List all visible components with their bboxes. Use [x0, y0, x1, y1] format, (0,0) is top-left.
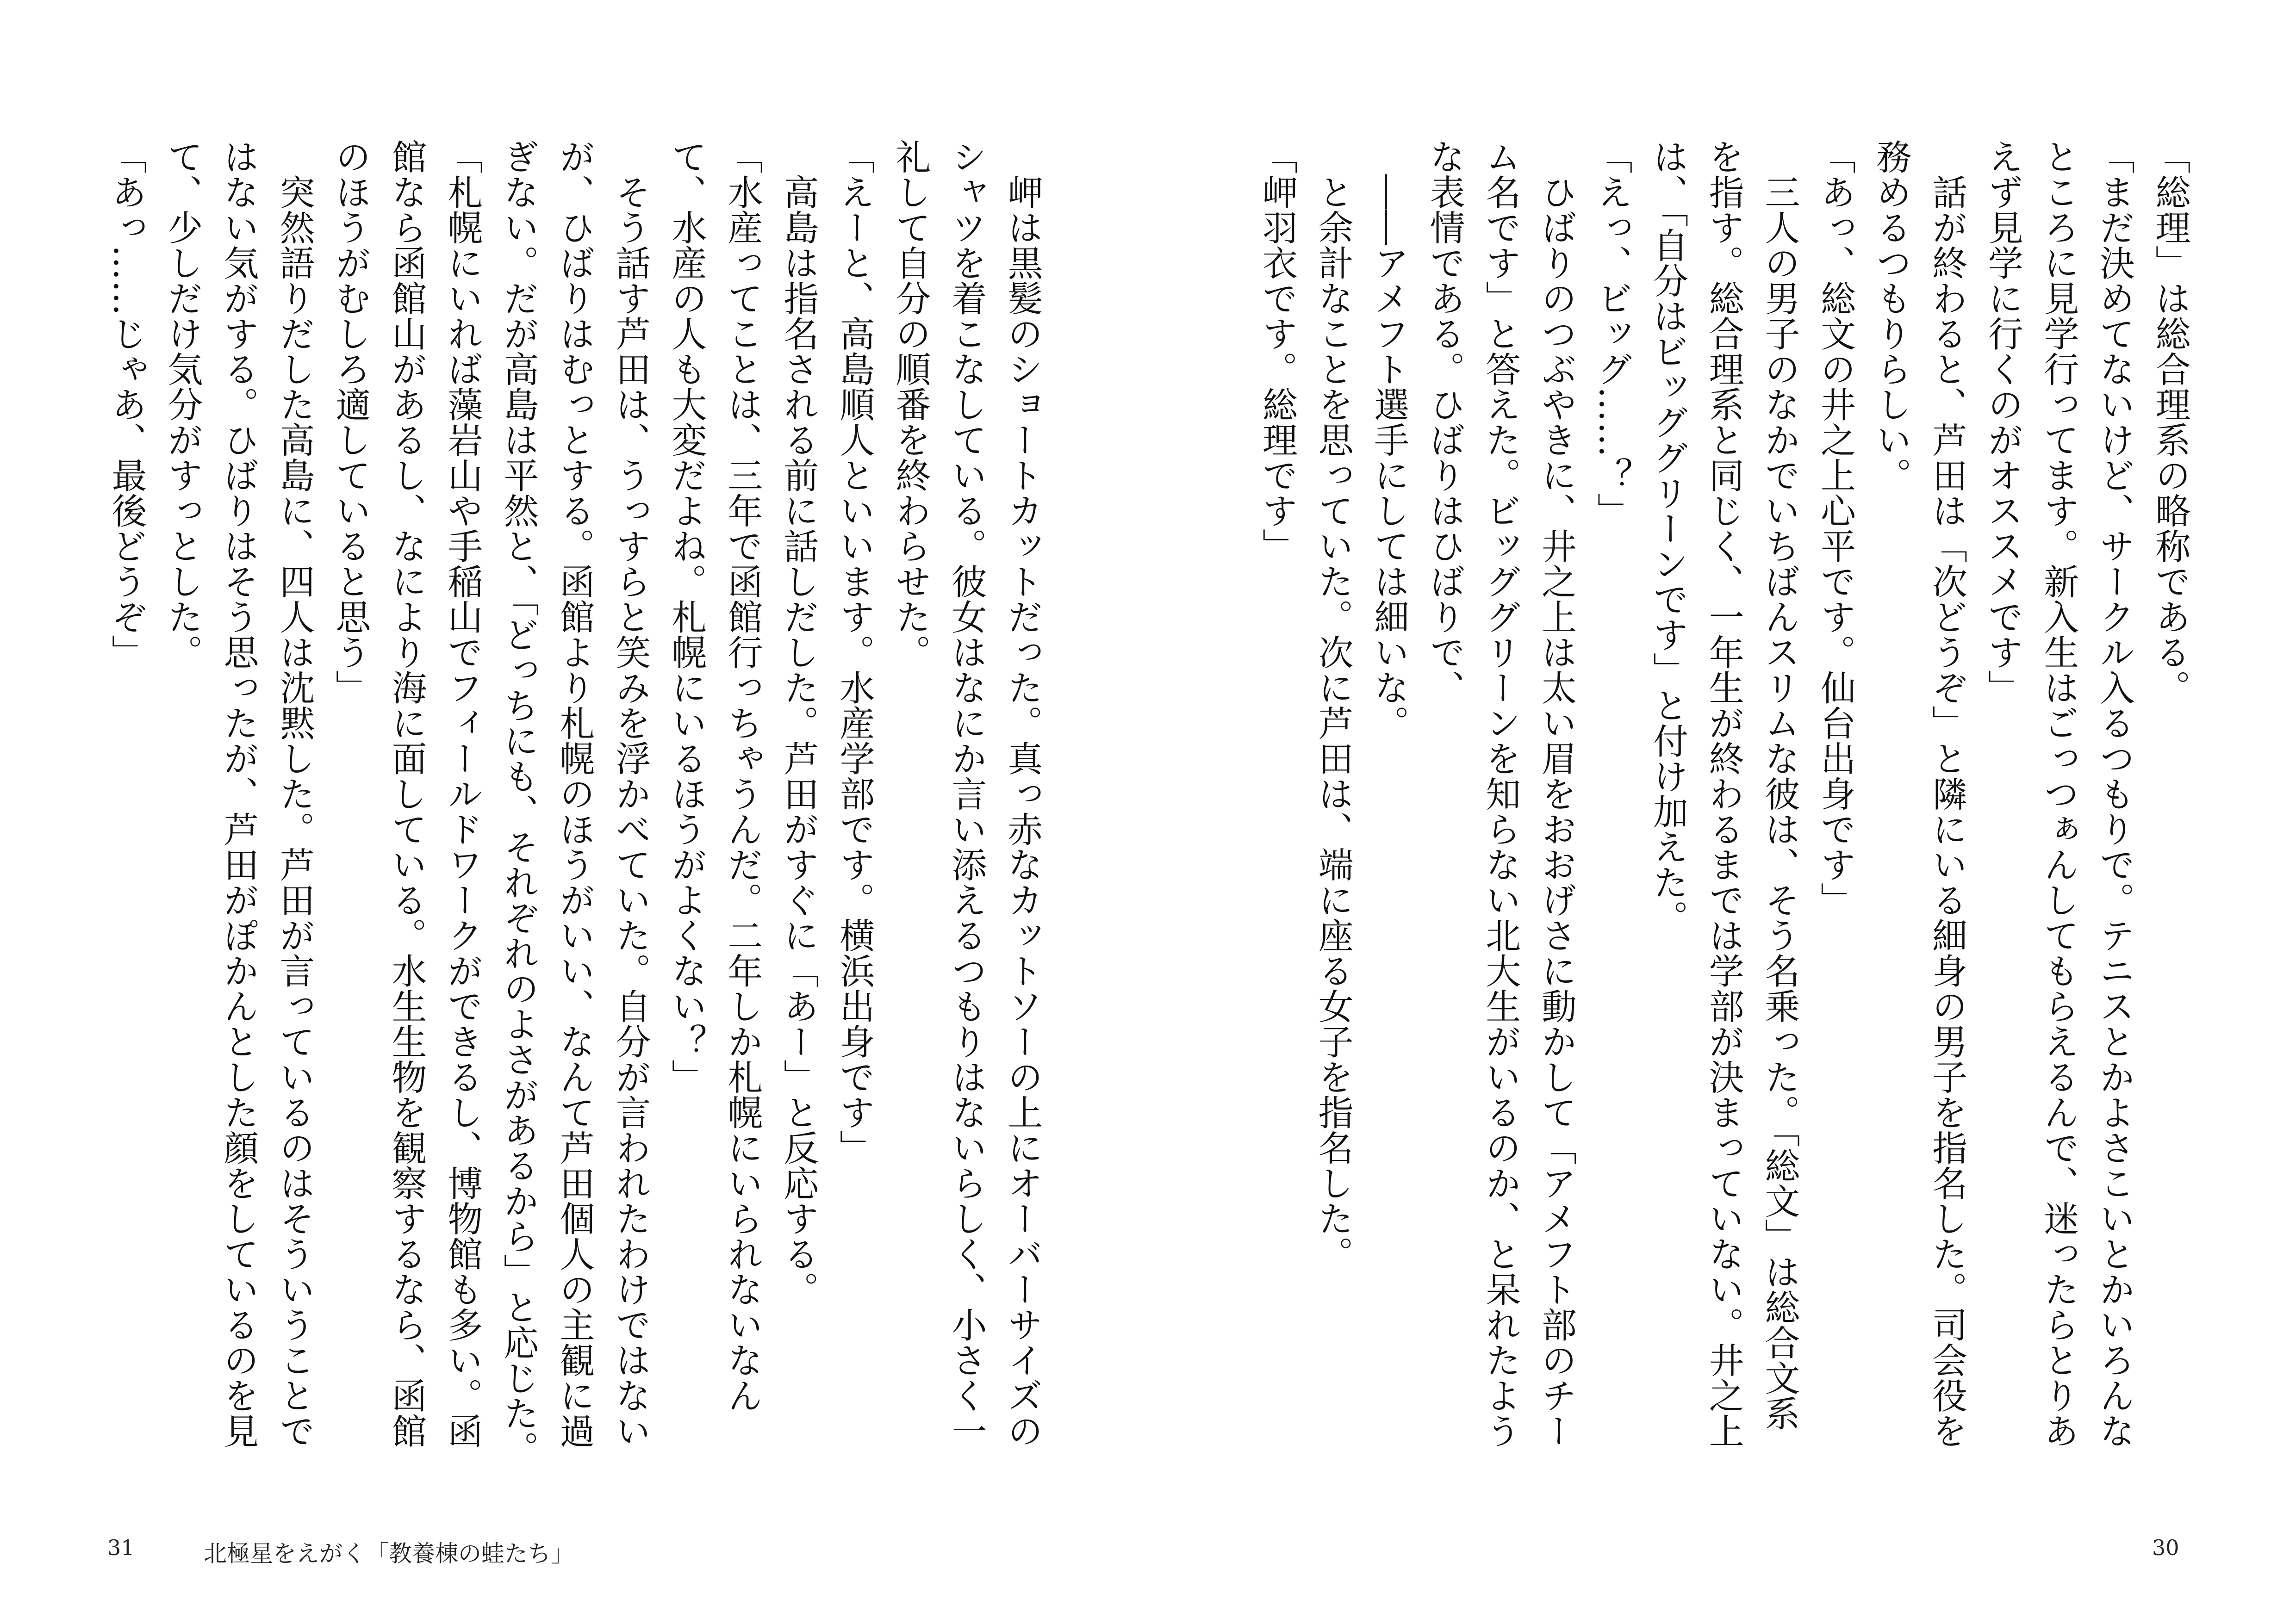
text-line: ぎない。だが高島は平然と、「どっちにも、それぞれのよさがあるから」と応じた。: [498, 139, 539, 1466]
text-line: 「あっ、総文の井之上心平です。仙台出身です」: [1815, 139, 1856, 917]
text-line: は、「自分はビッググリーンです」と付け加えた。: [1647, 139, 1689, 936]
text-line: 務めるつもりらしい。: [1871, 139, 1912, 493]
text-line: 礼して自分の順番を終わらせた。: [890, 139, 931, 670]
text-line: て、少しだけ気分がすっとした。: [162, 139, 203, 670]
text-line: ――アメフト選手にしては細いな。: [1368, 139, 1410, 741]
text-line: 「岬羽衣です。総理です」: [1257, 139, 1298, 564]
page-number-right: 30: [2152, 1535, 2179, 1560]
text-line: シャツを着こなしている。彼女はなにか言い添えるつもりはないらしく、小さく一: [946, 139, 987, 1449]
right-page-text: [1250, 139, 2198, 1550]
text-line: を指す。総合理系と同じく、一年生が終わるまでは学部が決まっていない。井之上: [1703, 139, 1745, 1449]
text-line: えず見学に行くのがオススメです」: [1982, 139, 2024, 705]
text-line: 三人の男子のなかでいちばんスリムな彼は、そう名乗った。「総文」は総合文系: [1759, 139, 1800, 1431]
text-line: 高島は指名される前に話しだした。芦田がすぐに「あー」と反応する。: [778, 139, 819, 1307]
text-line: 「まだ決めてないけど、サークル入るつもりで。テニスとかよさこいとかいろんな: [2094, 139, 2135, 1449]
text-line: て、水産の人も大変だよね。札幌にいるほうがよくない？」: [666, 139, 707, 1095]
text-line: 話が終わると、芦田は「次どうぞ」と隣にいる細身の男子を指名した。司会役を: [1926, 139, 1968, 1449]
text-line: のほうがむしろ適していると思う」: [330, 139, 371, 705]
text-line: な表情である。ひばりはひばりで、: [1424, 139, 1466, 705]
text-line: 「札幌にいれば藻岩山や手稲山でフィールドワークができるし、博物館も多い。函: [442, 139, 483, 1449]
text-line: そう話す芦田は、うっすらと笑みを浮かべていた。自分が言われたわけではない: [610, 139, 651, 1449]
text-line: が、ひばりはむっとする。函館より札幌のほうがいい、なんて芦田個人の主観に過: [554, 139, 595, 1449]
text-line: 「えーと、高島順人といいます。水産学部です。横浜出身です」: [834, 139, 875, 1165]
text-line: 「えっ、ビッグ……？」: [1592, 139, 1633, 528]
text-line: ひばりのつぶやきに、井之上は太い眉をおおげさに動かして「アメフト部のチー: [1536, 139, 1577, 1449]
text-line: 館なら函館山があるし、なにより海に面している。水生生物を観察するなら、函館: [386, 139, 427, 1449]
text-line: はない気がする。ひばりはそう思ったが、芦田がぽかんとした顔をしているのを見: [218, 139, 259, 1449]
text-line: と余計なことを思っていた。次に芦田は、端に座る女子を指名した。: [1313, 139, 1354, 1271]
running-title: 北極星をえがく「教養棟の蛙たち」: [204, 1540, 574, 1567]
left-page-text: [97, 139, 1051, 1550]
text-line: ところに見学行ってます。新入生はごっつぁんしてもらえるんで、迷ったらとりあ: [2038, 139, 2079, 1449]
text-line: 岬は黒髪のショートカットだった。真っ赤なカットソーの上にオーバーサイズの: [1002, 139, 1043, 1449]
text-line: 「水産ってことは、三年で函館行っちゃうんだ。二年しか札幌にいられないなん: [722, 139, 763, 1413]
text-line: 突然語りだした高島に、四人は沈黙した。芦田が言っているのはそういうことで: [274, 139, 315, 1449]
text-line: ム名です」と答えた。ビッググリーンを知らない北大生がいるのか、と呆れたよう: [1480, 139, 1521, 1449]
text-line: 「総理」は総合理系の略称である。: [2150, 139, 2191, 705]
text-line: 「あっ……じゃあ、最後どうぞ」: [106, 139, 147, 670]
page-number-left: 31: [107, 1535, 135, 1560]
